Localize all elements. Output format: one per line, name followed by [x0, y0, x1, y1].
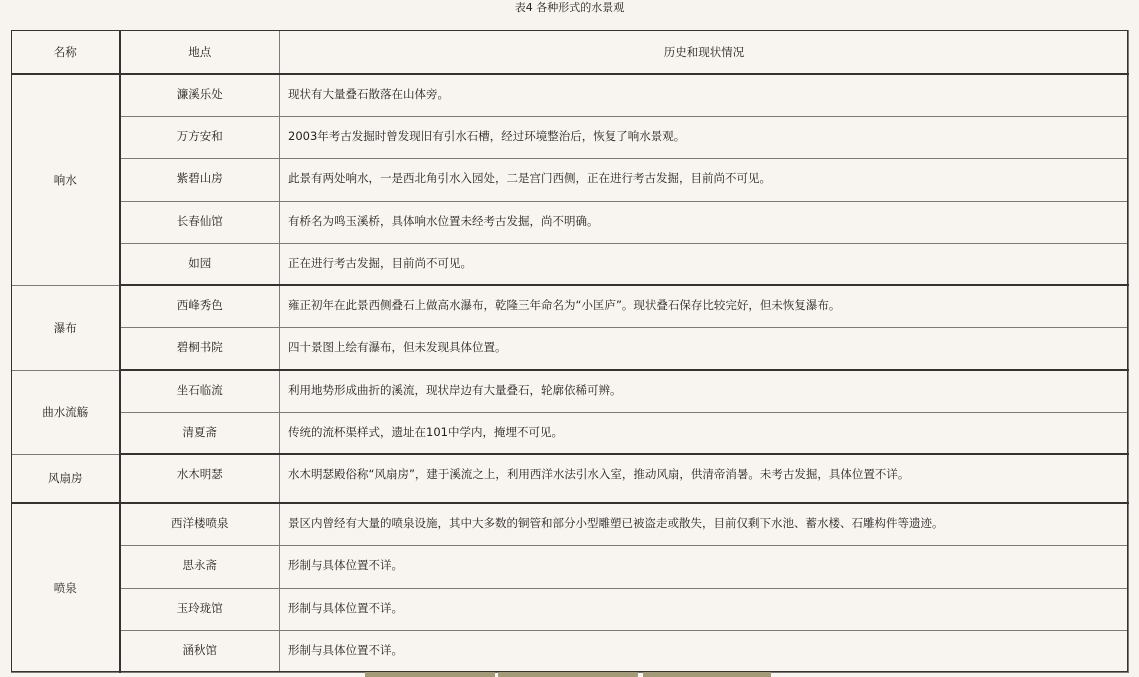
table-row [12, 243, 1129, 285]
description-cell: 景区内曾经有大量的喷泉设施，其中大多数的铜管和部分小型雕塑已被盗走或散失，目前仅剩下水池、蓄水楼、石雕构件等遗迹。 [280, 503, 1129, 545]
description-cell: 此景有两处响水，一是西北角引水入园处，二是宫门西侧，正在进行考古发掘，目前尚不可见。 [280, 158, 1129, 201]
table-row [12, 545, 1129, 588]
description-cell: 形制与具体位置不详。 [280, 588, 1129, 630]
image-strip [643, 672, 771, 677]
place-cell: 思永斋 [120, 545, 280, 588]
table-row [12, 327, 1129, 370]
category-cell: 响水 [12, 74, 120, 285]
place-cell: 长春仙馆 [120, 201, 280, 243]
category-cell: 瀑布 [12, 285, 120, 370]
table-row [12, 588, 1129, 630]
description-cell: 形制与具体位置不详。 [280, 545, 1129, 588]
table-row [12, 74, 1129, 116]
water-landscape-table [11, 30, 1129, 673]
table-row [12, 370, 1129, 412]
table-row [12, 201, 1129, 243]
category-cell: 曲水流觞 [12, 370, 120, 454]
description-cell: 雍正初年在此景西侧叠石上做高水瀑布，乾隆三年命名为“小匡庐”。现状叠石保存比较完好，但未恢复瀑布。 [280, 285, 1129, 327]
table-caption: 表4 各种形式的水景观 [514, 1, 625, 14]
table-row [12, 285, 1129, 327]
place-cell: 紫碧山房 [120, 158, 280, 201]
table-row [12, 412, 1129, 454]
place-cell: 西洋楼喷泉 [120, 503, 280, 545]
place-cell: 坐石临流 [120, 370, 280, 412]
table-row [12, 158, 1129, 201]
table-row [12, 454, 1129, 503]
header-name: 名称 [12, 31, 120, 75]
place-cell: 涵秋馆 [120, 630, 280, 672]
place-cell: 西峰秀色 [120, 285, 280, 327]
place-cell: 清夏斋 [120, 412, 280, 454]
description-cell: 有桥名为鸣玉溪桥，具体响水位置未经考古发掘，尚不明确。 [280, 201, 1129, 243]
place-cell: 碧桐书院 [120, 327, 280, 370]
table-row [12, 116, 1129, 158]
header-row [12, 31, 1129, 75]
table-row [12, 630, 1129, 672]
image-strip [498, 672, 638, 677]
description-cell: 水木明瑟殿俗称“风扇房”，建于溪流之上，利用西洋水法引水入室，推动风扇，供清帝消暑。未考古发掘，具体位置不详。 [280, 454, 1129, 503]
place-cell: 水木明瑟 [120, 454, 280, 503]
description-cell: 现状有大量叠石散落在山体旁。 [280, 74, 1129, 116]
description-cell: 四十景图上绘有瀑布，但未发现具体位置。 [280, 327, 1129, 370]
description-cell: 形制与具体位置不详。 [280, 630, 1129, 672]
place-cell: 万方安和 [120, 116, 280, 158]
header-history: 历史和现状情况 [280, 31, 1129, 75]
description-cell: 传统的流杯渠样式，遗址在101中学内，掩埋不可见。 [280, 412, 1129, 454]
header-place: 地点 [120, 31, 280, 75]
category-cell: 喷泉 [12, 503, 120, 672]
description-cell: 2003年考古发掘时曾发现旧有引水石槽，经过环境整治后，恢复了响水景观。 [280, 116, 1129, 158]
place-cell: 如园 [120, 243, 280, 285]
description-cell: 正在进行考古发掘，目前尚不可见。 [280, 243, 1129, 285]
category-cell: 风扇房 [12, 454, 120, 503]
place-cell: 玉玲珑馆 [120, 588, 280, 630]
table-row [12, 503, 1129, 545]
description-cell: 利用地势形成曲折的溪流，现状岸边有大量叠石，轮廓依稀可辨。 [280, 370, 1129, 412]
place-cell: 濂溪乐处 [120, 74, 280, 116]
image-strip [365, 672, 495, 677]
